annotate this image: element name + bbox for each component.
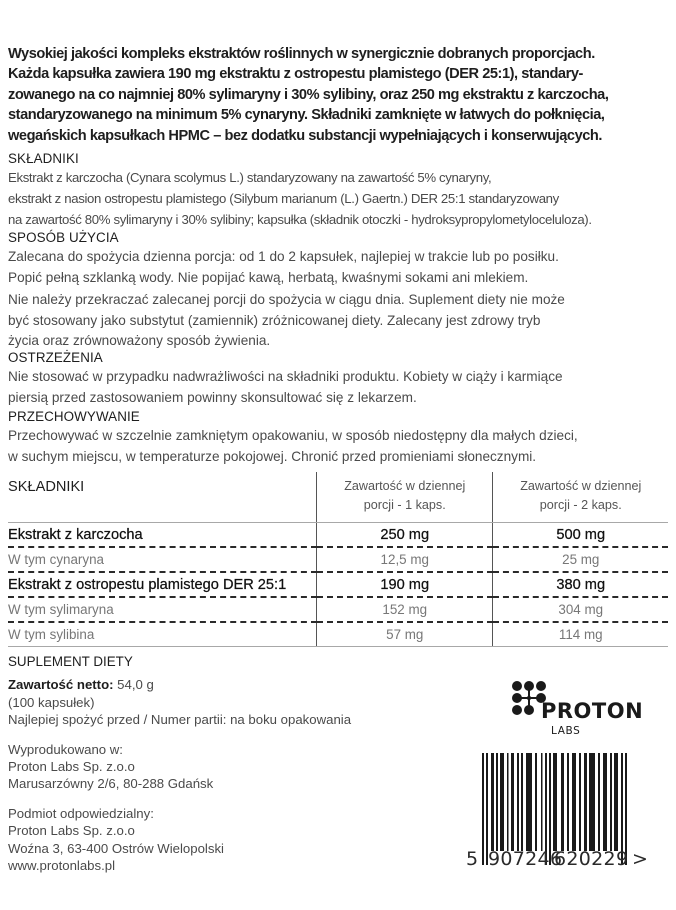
- table-row: [8, 572, 668, 597]
- header-dose-1-line2: porcji - 1 kaps.: [363, 498, 446, 512]
- net-content-value: 54,0 g: [113, 677, 154, 693]
- warnings-line: Nie stosować w przypadku nadwrażliwości na składniki produktu. Kobiety w ciąży i karmiące: [8, 369, 563, 384]
- dose-1: 190 mg: [317, 572, 493, 597]
- header-dose-2-line2: porcji - 2 kaps.: [539, 498, 622, 512]
- ingredient-name: Ekstrakt z ostropestu plamistego DER 25:1: [8, 572, 317, 597]
- net-content: [8, 676, 448, 693]
- barcode-end-marker: >: [632, 848, 648, 870]
- responsible-address: Woźna 3, 63-400 Ostrów Wielopolski: [8, 840, 224, 856]
- ingredients-line: ekstrakt z nasion ostropestu plamistego (Silybum marianum (L.) Gaertn.) DER 25:1 standaryzowany: [8, 190, 559, 206]
- notice-line: być stosowany jako substytut (zamiennik) zróżnicowanej diety. Zalecany jest zdrowy tryb: [8, 312, 541, 328]
- dose-1: 12,5 mg: [317, 547, 493, 572]
- dose-2: 25 mg: [493, 547, 668, 572]
- header-dose-1-capsule: [317, 472, 493, 523]
- manufacturer-address: Marusarzówny 2/6, 80-288 Gdańsk: [8, 776, 214, 792]
- description-line: zowanego na co najmniej 80% sylimaryny i 30% sylibiny, oraz 250 mg ekstraktu z karczocha,: [8, 86, 609, 103]
- brand-sub: LABS: [551, 725, 581, 737]
- dose-1: 250 mg: [317, 523, 493, 548]
- brand-name: PROTON: [541, 699, 644, 723]
- responsible-name: Proton Labs Sp. z.o.o: [8, 823, 135, 839]
- table-header-row: [8, 472, 668, 523]
- usage-heading: SPOSÓB UŻYCIA: [8, 230, 119, 245]
- capsule-count: (100 kapsułek): [8, 694, 95, 710]
- header-dose-2-line1: Zawartość w dziennej: [520, 479, 642, 493]
- notice-line: Nie należy przekraczać zalecanej porcji do spożycia w ciągu dnia. Suplement diety nie może: [8, 292, 565, 307]
- usage-line: Popić pełną szklanką wody. Nie popijać kawą, herbatą, kwaśnymi sokami ani mlekiem.: [8, 269, 529, 285]
- product-info: [8, 653, 448, 874]
- description-line: Wysokiej jakości kompleks ekstraktów roślinnych w synergicznie dobranych proporcjach.: [8, 46, 595, 62]
- dose-2: 304 mg: [493, 597, 668, 622]
- dose-2: 380 mg: [493, 572, 668, 597]
- usage-section: [8, 229, 672, 288]
- product-description: [8, 44, 672, 146]
- barcode-left-group: 907246: [488, 848, 563, 870]
- ingredient-name: W tym cynaryna: [8, 547, 317, 572]
- dose-2: 500 mg: [493, 523, 668, 548]
- responsible-label: Podmiot odpowiedzialny:: [8, 805, 154, 821]
- description-line: Każda kapsułka zawiera 190 mg ekstraktu z ostropestu plamistego (DER 25:1), standary-: [8, 66, 583, 83]
- description-line: wegańskich kapsułkach HPMC – bez dodatku substancji wypełniających i konserwujących.: [8, 127, 602, 144]
- description-line: standaryzowanego na minimum 5% cynaryny. Składniki zamknięte w łatwych do połknięcia,: [8, 107, 605, 124]
- warnings-section: [8, 349, 672, 408]
- table-row: [8, 597, 668, 622]
- warnings-heading: OSTRZEŻENIA: [8, 350, 103, 365]
- supplement-label: SUPLEMENT DIETY: [8, 654, 133, 669]
- dose-1: 57 mg: [317, 622, 493, 647]
- ingredients-line: na zawartość 80% sylimaryny i 30% sylibiny; kapsułka (składnik otoczki - hydroksypropylometyloceluloza).: [8, 211, 592, 227]
- header-dose-2-capsules: [493, 472, 668, 523]
- table-row: [8, 523, 668, 548]
- dose-2: 114 mg: [493, 622, 668, 647]
- usage-line: Zalecana do spożycia dzienna porcja: od 1 do 2 kapsułek, najlepiej w trakcie lub po posiłku.: [8, 249, 559, 264]
- ingredient-name: Ekstrakt z karczocha: [8, 523, 317, 548]
- ingredients-line: Ekstrakt z karczocha (Cynara scolymus L.) standaryzowany na zawartość 5% cynaryny,: [8, 170, 492, 185]
- notice-section: [8, 290, 672, 352]
- barcode-first-digit: 5: [466, 848, 479, 870]
- ingredients-heading: SKŁADNIKI: [8, 151, 79, 166]
- barcode-right-group: 620229: [554, 848, 629, 870]
- ean-barcode: [466, 750, 676, 880]
- storage-line: Przechowywać w szczelnie zamkniętym opakowaniu, w sposób niedostępny dla małych dzieci,: [8, 428, 578, 443]
- ingredient-name: W tym sylimaryna: [8, 597, 317, 622]
- ingredients-section: [8, 150, 672, 230]
- best-before: Najlepiej spożyć przed / Numer partii: na boku opakowania: [8, 712, 352, 728]
- proton-labs-logo: [511, 680, 661, 744]
- table-row: [8, 547, 668, 572]
- storage-heading: PRZECHOWYWANIE: [8, 409, 140, 424]
- manufacturer-label: Wyprodukowano w:: [8, 741, 123, 757]
- header-ingredients: SKŁADNIKI: [8, 472, 317, 523]
- storage-line: w suchym miejscu, w temperaturze pokojowej. Chronić przed promieniami słonecznymi.: [8, 448, 537, 464]
- manufacturer-name: Proton Labs Sp. z.o.o: [8, 759, 135, 775]
- dose-1: 152 mg: [317, 597, 493, 622]
- ingredients-table: [8, 472, 668, 647]
- storage-section: [8, 408, 672, 467]
- website-link[interactable]: www.protonlabs.pl: [8, 858, 116, 874]
- net-content-label: Zawartość netto:: [8, 677, 114, 693]
- notice-line: życia oraz zrównoważony sposób żywienia.: [8, 333, 271, 349]
- header-dose-1-line1: Zawartość w dziennej: [344, 479, 466, 493]
- table-row: [8, 622, 668, 647]
- ingredient-name: W tym sylibina: [8, 622, 317, 647]
- warnings-line: piersią przed zastosowaniem powinny skonsultować się z lekarzem.: [8, 389, 417, 405]
